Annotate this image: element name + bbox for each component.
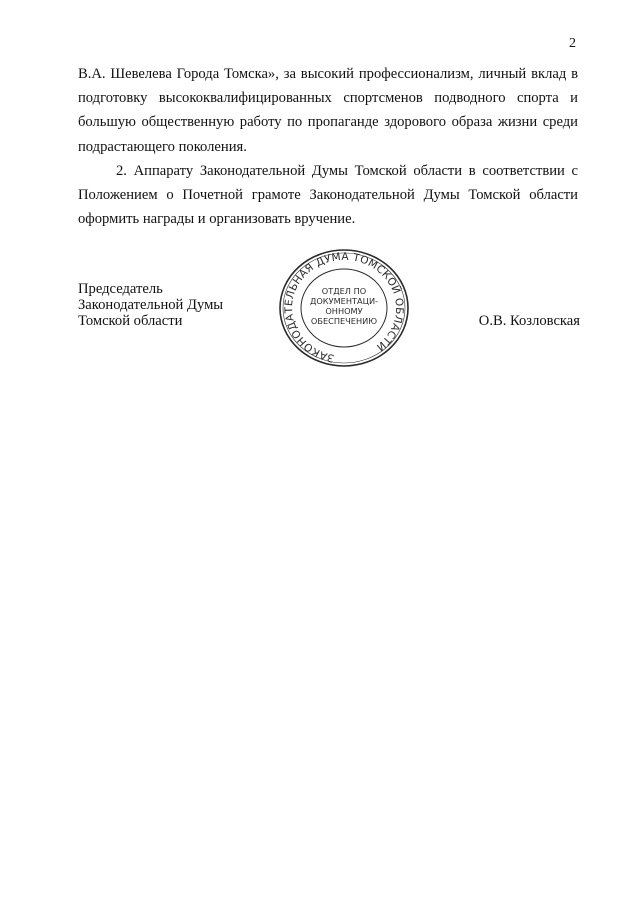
stamp-center-line-4: ОБЕСПЕЧЕНИЮ (310, 316, 378, 326)
stamp-center-line-2: ДОКУМЕНТАЦИ- (309, 296, 379, 306)
stamp-center-line-1: ОТДЕЛ ПО (321, 286, 367, 296)
paragraph-1: В.А. Шевелева Города Томска», за высокий профессионализм, личный вклад в подготовку высококвалифицированных спортсменов подводного спорта и большую общественную работу по пропаганде здорового образа жизни среди подрастающего поколения. (78, 66, 578, 155)
document-body (78, 62, 578, 231)
paragraph-2: 2. Аппарату Законодательной Думы Томской области в соответствии с Положением о Почетной грамоте Законодательной Думы Томской области оформить награды и организовать вручение. (78, 162, 578, 228)
signatory-title-line-3: Томской области (78, 313, 183, 329)
signatory-title-line-1: Председатель (78, 281, 163, 297)
signatory-name: О.В. Козловская (478, 313, 580, 329)
page-number: 2 (569, 36, 576, 51)
stamp-ring-text: ЗАКОНОДАТЕЛЬНАЯ ДУМА ТОМСКОЙ ОБЛАСТИ (282, 250, 406, 365)
stamp-center-line-3: ОННОМУ (325, 306, 363, 316)
official-stamp (276, 246, 412, 370)
signatory-title-line-2: Законодательной Думы (78, 297, 224, 313)
